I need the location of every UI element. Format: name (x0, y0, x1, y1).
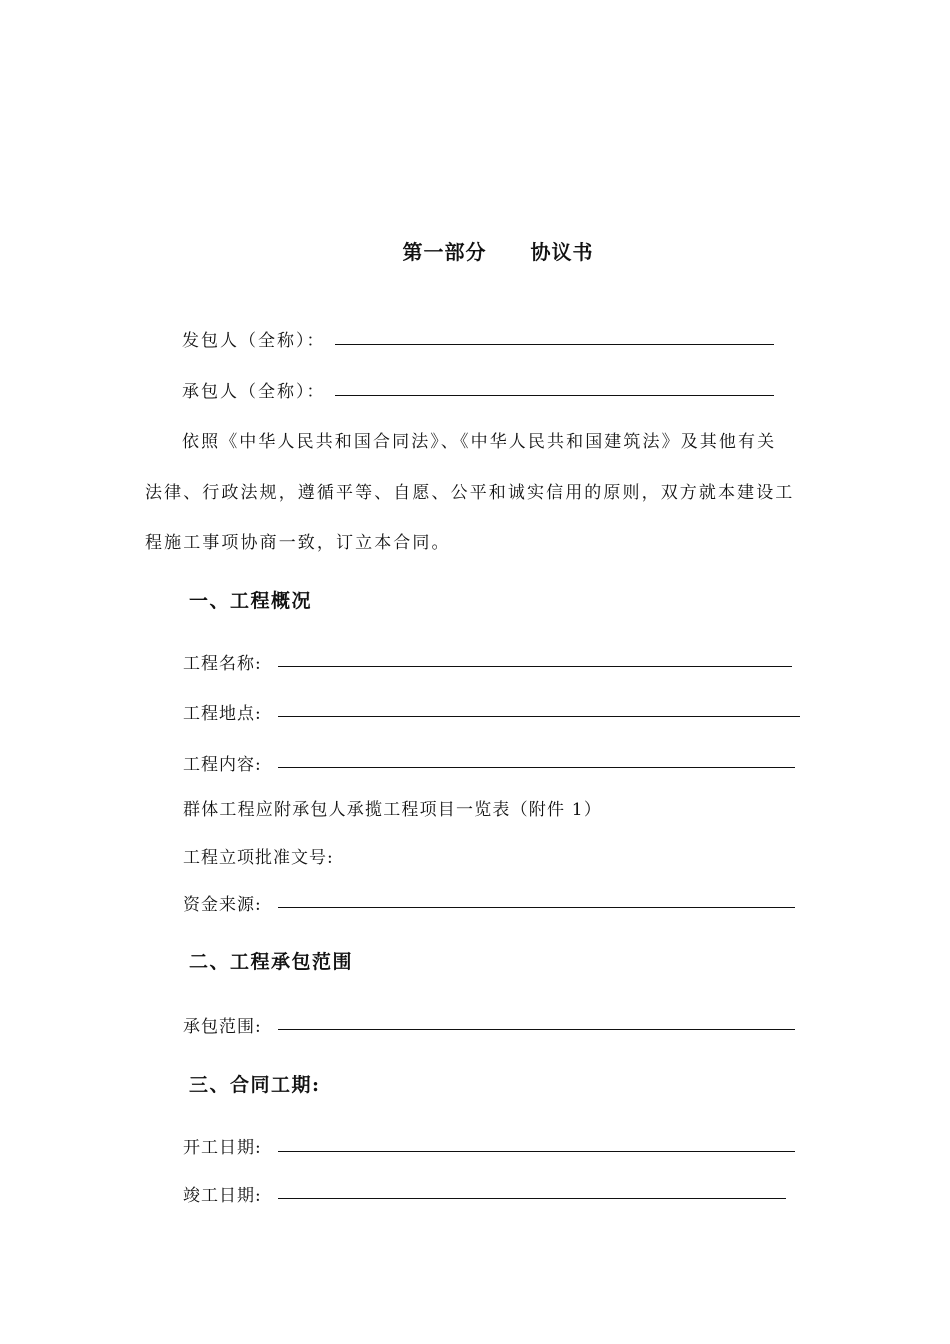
project-location-field[interactable] (278, 716, 800, 717)
section1-heading: 一、工程概况 (189, 590, 313, 612)
employer-label: 发包人（全称）： (182, 331, 326, 351)
completion-date-field[interactable] (278, 1198, 786, 1199)
intro-line-2: 法律、行政法规，遵循平等、自愿、公平和诚实信用的原则，双方就本建设工 (145, 483, 795, 503)
contractor-name-field[interactable] (335, 395, 774, 396)
start-date-field[interactable] (278, 1151, 795, 1152)
project-location-label: 工程地点: (183, 704, 262, 724)
project-name-label: 工程名称: (183, 654, 262, 674)
section3-heading: 三、合同工期: (189, 1074, 321, 1096)
section2-heading: 二、工程承包范围 (189, 951, 354, 973)
start-date-label: 开工日期: (183, 1138, 262, 1158)
completion-date-label: 竣工日期: (183, 1186, 262, 1206)
project-content-label: 工程内容: (183, 755, 262, 775)
fund-source-field[interactable] (278, 907, 795, 908)
group-project-note: 群体工程应附承包人承揽工程项目一览表（附件 1） (183, 800, 603, 820)
document-title (0, 236, 950, 265)
contractor-label: 承包人（全称）： (182, 382, 326, 402)
employer-name-field[interactable] (335, 344, 774, 345)
contract-scope-label: 承包范围: (183, 1017, 262, 1037)
project-content-field[interactable] (278, 767, 795, 768)
fund-source-label: 资金来源: (183, 895, 262, 915)
title-part: 第一部分 (402, 240, 487, 264)
intro-line-1: 依照《中华人民共和国合同法》、《中华人民共和国建筑法》及其他有关 (182, 432, 777, 452)
approval-number-label: 工程立项批准文号: (183, 848, 334, 868)
intro-line-3: 程施工事项协商一致，订立本合同。 (145, 533, 451, 553)
project-name-field[interactable] (278, 666, 792, 667)
title-name: 协议书 (530, 240, 594, 264)
contract-scope-field[interactable] (278, 1029, 795, 1030)
